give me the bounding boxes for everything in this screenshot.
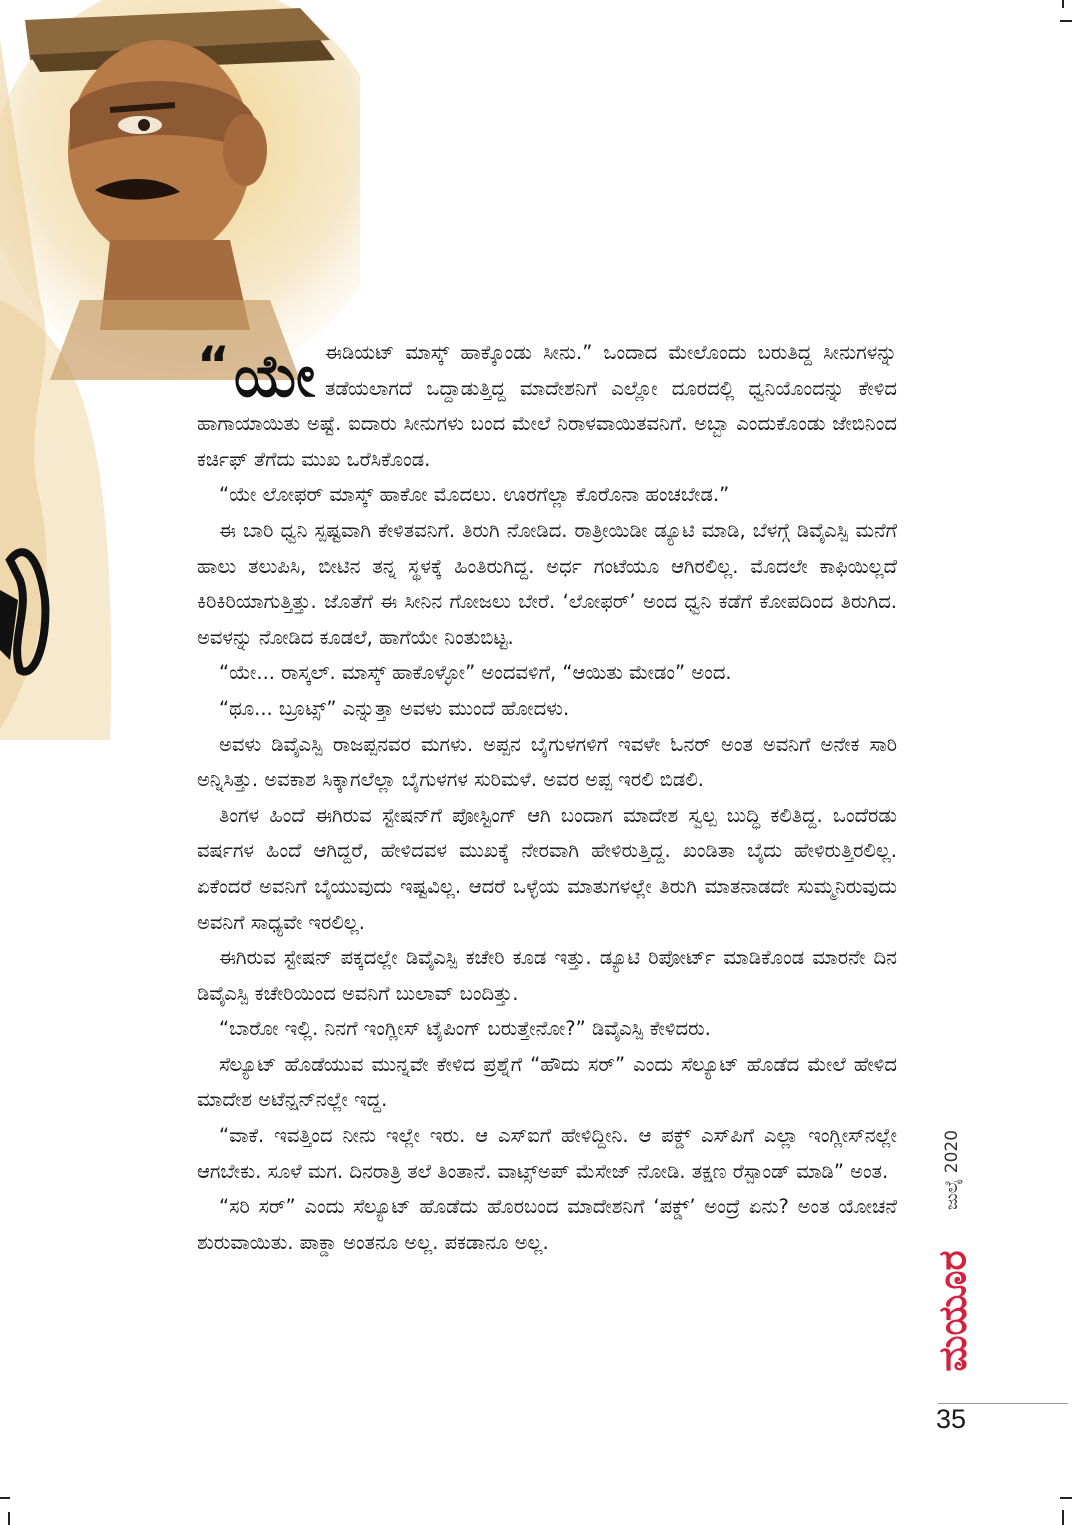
- article-paragraph: ಈಗಿರುವ ಸ್ಟೇಷನ್ ಪಕ್ಕದಲ್ಲೇ ಡಿವೈಎಸ್ಪಿ ಕಚೇರಿ ಕೂಡ ಇತ್ತು. ಡ್ಯೂಟಿ ರಿಪೋರ್ಟ್ ಮಾಡಿಕೊಂಡ ಮಾರನೇ ದಿನ ಡಿವೈಎಸ್ಪಿ ಕಚೇರಿಯಿಂದ ಅವನಿಗೆ ಬುಲಾವ್ ಬಂದಿತ್ತು.: [197, 946, 897, 1005]
- crop-mark: [1060, 20, 1072, 22]
- article-paragraph: “ಥೂ... ಬ್ರೂಟ್ಸ್” ಎನ್ನುತ್ತಾ ಅವಳು ಮುಂದೆ ಹೋದಳು.: [219, 696, 570, 720]
- crop-mark: [1060, 1497, 1072, 1499]
- article-paragraph: “ಯೇ ಲೋಫರ್ ಮಾಸ್ಕ್ ಹಾಕೋ ಮೊದಲು. ಊರಗೆಲ್ಲಾ ಕೊರೊನಾ ಹಂಚಬೇಡ.”: [219, 483, 730, 507]
- crop-mark: [1062, 1510, 1064, 1525]
- article-paragraph: “ವಾಕೆ. ಇವತ್ತಿಂದ ನೀನು ಇಲ್ಲೇ ಇರು. ಆ ಎಸ್‌ಐಗೆ ಹೇಳಿದ್ದೀನಿ. ಆ ಪಕ್ಡ್ ಎಸ್‌ಪಿಗೆ ಎಲ್ಲಾ ಇಂಗ್ಲೀಸ್‌ನಲ್ಲೇ ಆಗಬೇಕು. ಸೂಳೆ ಮಗ. ದಿನರಾತ್ರಿ ತಲೆ ತಿಂತಾನೆ. ವಾಟ್ಸ್‌ಅಪ್ ಮೆಸೇಜ್ ನೋಡಿ. ತಕ್ಷಣ ರೆಸ್ಪಾಂಡ್ ಮಾಡಿ” ಅಂತ.: [197, 1124, 897, 1183]
- crop-mark: [8, 1512, 10, 1525]
- article-paragraph: “ಬಾರೋ ಇಲ್ಲಿ. ನಿನಗೆ ಇಂಗ್ಲೀಸ್ ಟೈಪಿಂಗ್ ಬರುತ್ತೇನೋ?” ಡಿವೈಎಸ್ಪಿ ಕೇಳಿದರು.: [219, 1017, 711, 1041]
- article-paragraph: ಸೆಲ್ಯೂಟ್ ಹೊಡೆಯುವ ಮುನ್ನವೇ ಕೇಳಿದ ಪ್ರಶ್ನೆಗೆ “ಹೌದು ಸರ್” ಎಂದು ಸೆಲ್ಯೂಟ್ ಹೊಡೆದ ಮೇಲೆ ಹೇಳಿದ ಮಾದೇಶ ಅಟೆನ್ಷನ್‌ನಲ್ಲೇ ಇದ್ದ.: [197, 1052, 897, 1112]
- issue-date-text: ಜುಲೈ 2020: [942, 1129, 962, 1211]
- article-paragraph: ಈ ಬಾರಿ ಧ್ವನಿ ಸ್ಪಷ್ಟವಾಗಿ ಕೇಳಿತವನಿಗೆ. ತಿರುಗಿ ನೋಡಿದ. ರಾತ್ರೀಯಿಡೀ ಡ್ಯೂಟಿ ಮಾಡಿ, ಬೆಳಗ್ಗೆ ಡಿವೈಎಸ್ಪಿ ಮನೆಗೆ ಹಾಲು ತಲುಪಿಸಿ, ಬೀಟಿನ ತನ್ನ ಸ್ಥಳಕ್ಕೆ ಹಿಂತಿರುಗಿದ್ದ. ಅರ್ಧ ಗಂಟೆಯೂ ಆಗಿರಲಿಲ್ಲ. ಮೊದಲೇ ಕಾಫಿಯಿಲ್ಲದೆ ಕಿರಿಕಿರಿಯಾಗುತ್ತಿತ್ತು. ಜೊತೆಗೆ ಈ ಸೀನಿನ ಗೋಜಲು ಬೇರೆ. ‘ಲೋಫರ್’ ಅಂದ ಧ್ವನಿ ಕಡೆಗೆ ಕೋಪದಿಂದ ತಿರುಗಿದ. ಅವಳನ್ನು ನೋಡಿದ ಕೂಡಲೆ, ಹಾಗೆಯೇ ನಿಂತುಬಿಟ್ಟ.: [197, 518, 897, 649]
- article-body: [197, 335, 897, 1260]
- article-paragraph: “ಸರಿ ಸರ್” ಎಂದು ಸೆಲ್ಯೂಟ್ ಹೊಡೆದು ಹೊರಬಂದ ಮಾದೇಶನಿಗೆ ‘ಪಕ್ಡ್’ ಅಂದ್ರೆ ಏನು? ಅಂತ ಯೋಚನೆ ಶುರುವಾಯಿತು. ಪಾಕ್ಡಾ ಅಂತನೂ ಅಲ್ಲ. ಪಕಡಾನೂ ಅಲ್ಲ.: [197, 1195, 897, 1254]
- page-number: 35: [936, 1404, 967, 1434]
- issue-date: [932, 1110, 972, 1230]
- dropcap: “ಯೇ: [197, 336, 316, 410]
- crop-mark: [1062, 0, 1064, 8]
- article-paragraph: ಅವಳು ಡಿವೈಎಸ್ಪಿ ರಾಜಪ್ಪನವರ ಮಗಳು. ಅಪ್ಪನ ಬೈಗುಳಗಳಿಗೆ ಇವಳೇ ಓನರ್ ಅಂತ ಅವನಿಗೆ ಅನೇಕ ಸಾರಿ ಅನ್ನಿಸಿತ್ತು. ಅವಕಾಶ ಸಿಕ್ಕಾಗಲೆಲ್ಲಾ ಬೈಗುಳಗಳ ಸುರಿಮಳೆ. ಅವರ ಅಪ್ಪ ಇರಲಿ ಬಿಡಲಿ.: [197, 732, 897, 792]
- paragraph-text: ಈಡಿಯಟ್ ಮಾಸ್ಕ್ ಹಾಕ್ಕೊಂಡು ಸೀನು.” ಒಂದಾದ ಮೇಲೊಂದು ಬರುತಿದ್ದ ಸೀನುಗಳನ್ನು ತಡೆಯಲಾಗದೆ ಒದ್ದಾಡುತ್ತಿದ್ದ ಮಾದೇಶನಿಗೆ ಎಲ್ಲೋ ದೂರದಲ್ಲಿ ಧ್ವನಿಯೊಂದನ್ನು ಕೇಳಿದ ಹಾಗಾಯಾಯಿತು ಅಷ್ಟೆ. ಐದಾರು ಸೀನುಗಳು ಬಂದ ಮೇಲೆ ನಿರಾಳವಾಯಿತವನಿಗೆ. ಅಬ್ಬಾ ಎಂದುಕೊಂಡು ಜೇಬಿನಿಂದ ಕರ್ಚಿಫ್ ತೆಗೆದು ಮುಖ ಒರೆಸಿಕೊಂಡ.: [197, 341, 897, 471]
- magazine-name: [928, 1236, 978, 1386]
- article-paragraph: “ಯೇ... ರಾಸ್ಕಲ್. ಮಾಸ್ಕ್ ಹಾಕೊಳ್ಳೋ” ಅಂದವಳಿಗೆ, “ಆಯಿತು ಮೇಡಂ” ಅಂದ.: [219, 661, 732, 685]
- article-paragraph: ತಿಂಗಳ ಹಿಂದೆ ಈಗಿರುವ ಸ್ಟೇಷನ್‌ಗೆ ಪೋಸ್ಟಿಂಗ್ ಆಗಿ ಬಂದಾಗ ಮಾದೇಶ ಸ್ವಲ್ಪ ಬುದ್ಧಿ ಕಲಿತಿದ್ದ. ಒಂದೆರಡು ವರ್ಷಗಳ ಹಿಂದೆ ಆಗಿದ್ದರೆ, ಹೇಳಿದವಳ ಮುಖಕ್ಕೆ ನೇರವಾಗಿ ಹೇಳಿರುತ್ತಿದ್ದ. ಖಂಡಿತಾ ಬೈದು ಹೇಳಿರುತ್ತಿರಲಿಲ್ಲ. ಏಕೆಂದರೆ ಅವನಿಗೆ ಬೈಯುವುದು ಇಷ್ಟವಿಲ್ಲ. ಆದರೆ ಒಳ್ಳೆಯ ಮಾತುಗಳಲ್ಲೇ ತಿರುಗಿ ಮಾತನಾಡದೇ ಸುಮ್ಮನಿರುವುದು ಅವನಿಗೆ ಸಾಧ್ಯವೇ ಇರಲಿಲ್ಲ.: [197, 803, 897, 934]
- magazine-name-text: ಮಯೂರ: [930, 1250, 975, 1372]
- crop-mark: [0, 1497, 10, 1499]
- article-paragraph: [197, 335, 897, 477]
- dropcap-text: ಯೇ: [233, 342, 316, 410]
